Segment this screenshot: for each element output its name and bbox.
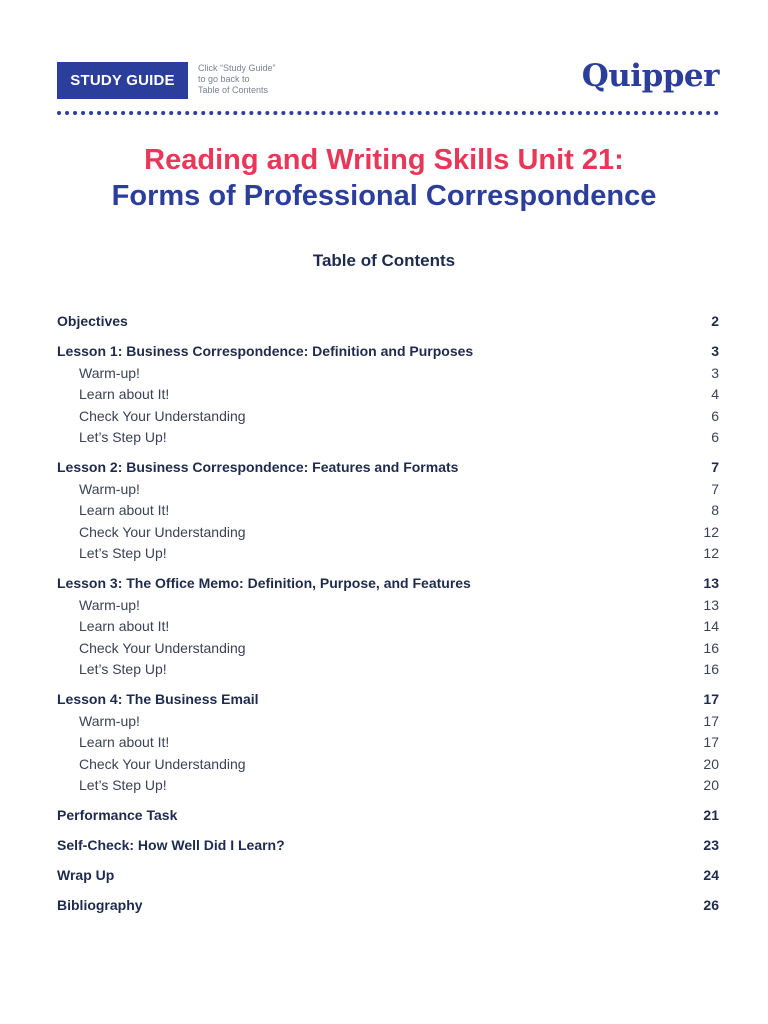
toc-page-number: 17	[703, 734, 719, 750]
toc-page-number: 13	[703, 596, 719, 613]
toc-page-number: 16	[703, 639, 719, 656]
toc-subsection-label: Check Your Understanding	[79, 407, 246, 424]
toc-section-link[interactable]	[57, 805, 719, 827]
toc-heading: Table of Contents	[312, 251, 456, 270]
toc-subsection-link[interactable]	[57, 616, 719, 638]
toc-subsection-link[interactable]	[57, 479, 719, 501]
toc-page-number: 6	[711, 429, 719, 445]
toc-section-link[interactable]	[57, 311, 719, 333]
toc-section-label: Objectives	[57, 313, 128, 329]
toc-subsection-link[interactable]	[57, 659, 719, 681]
unit-subtitle: Forms of Professional Correspondence	[111, 180, 657, 212]
toc-section-link[interactable]	[57, 573, 719, 595]
page-header	[57, 58, 719, 100]
toc-subsection-label: Check Your Understanding	[79, 639, 246, 656]
toc-page-number: 6	[711, 407, 719, 424]
toc-section-link[interactable]	[57, 689, 719, 711]
toc-subsection-label: Learn about It!	[79, 618, 170, 634]
toc-section-label: Performance Task	[57, 807, 178, 823]
toc-subsection-link[interactable]	[57, 638, 719, 660]
toc-page-number: 13	[703, 575, 719, 591]
toc-page-number: 12	[703, 523, 719, 540]
unit-title: Reading and Writing Skills Unit 21:	[144, 144, 624, 176]
hint-line: Click “Study Guide”	[198, 63, 276, 73]
toc-section-link[interactable]	[57, 457, 719, 479]
toc-section-label: Self-Check: How Well Did I Learn?	[57, 837, 285, 853]
toc-subsection-label: Let’s Step Up!	[79, 429, 167, 445]
table-of-contents	[57, 311, 719, 917]
toc-page-number: 8	[711, 502, 719, 518]
toc-page-number: 12	[703, 545, 719, 561]
toc-section-label: Wrap Up	[57, 867, 115, 883]
toc-subsection-label: Learn about It!	[79, 502, 170, 518]
toc-section-link[interactable]	[57, 865, 719, 887]
toc-page-number: 23	[703, 837, 719, 853]
toc-subsection-label: Warm-up!	[79, 596, 140, 613]
toc-page-number: 24	[703, 867, 719, 883]
toc-subsection-label: Let’s Step Up!	[79, 777, 167, 793]
toc-page-number: 3	[711, 364, 719, 381]
toc-subsection-link[interactable]	[57, 732, 719, 754]
toc-page-number: 4	[711, 386, 719, 402]
toc-section-link[interactable]	[57, 895, 719, 917]
toc-page-number: 20	[703, 755, 719, 772]
toc-subsection-label: Check Your Understanding	[79, 523, 246, 540]
toc-subsection-label: Learn about It!	[79, 386, 170, 402]
toc-subsection-link[interactable]	[57, 543, 719, 565]
toc-subsection-link[interactable]	[57, 754, 719, 776]
toc-subsection-label: Warm-up!	[79, 480, 140, 497]
header-divider	[57, 111, 719, 115]
study-guide-button[interactable]: STUDY GUIDE	[57, 62, 188, 99]
toc-page-number: 20	[703, 777, 719, 793]
hint-line: Table of Contents	[198, 85, 269, 95]
quipper-logo: Quipper	[581, 58, 719, 94]
toc-page-number: 3	[711, 343, 719, 359]
toc-section-label: Lesson 1: Business Correspondence: Definition and Purposes	[57, 343, 474, 359]
toc-page-number: 7	[711, 459, 719, 475]
toc-subsection-label: Warm-up!	[79, 364, 140, 381]
toc-subsection-link[interactable]	[57, 406, 719, 428]
toc-page-number: 16	[703, 661, 719, 677]
toc-page-number: 17	[703, 712, 719, 729]
toc-section-label: Bibliography	[57, 897, 143, 913]
toc-subsection-label: Check Your Understanding	[79, 755, 246, 772]
toc-subsection-link[interactable]	[57, 363, 719, 385]
toc-page-number: 26	[703, 897, 719, 913]
toc-subsection-link[interactable]	[57, 500, 719, 522]
study-guide-hint	[198, 63, 276, 96]
toc-page-number: 7	[711, 480, 719, 497]
hint-line: to go back to	[198, 74, 250, 84]
toc-subsection-link[interactable]	[57, 595, 719, 617]
toc-subsection-link[interactable]	[57, 775, 719, 797]
toc-subsection-label: Warm-up!	[79, 712, 140, 729]
toc-section-link[interactable]	[57, 835, 719, 857]
toc-page-number: 21	[703, 807, 719, 823]
toc-page-number: 17	[703, 691, 719, 707]
toc-subsection-label: Let’s Step Up!	[79, 661, 167, 677]
toc-subsection-link[interactable]	[57, 711, 719, 733]
toc-subsection-label: Learn about It!	[79, 734, 170, 750]
toc-section-label: Lesson 4: The Business Email	[57, 691, 259, 707]
toc-page-number: 2	[711, 313, 719, 329]
toc-page-number: 14	[703, 618, 719, 634]
toc-section-label: Lesson 3: The Office Memo: Definition, Purpose, and Features	[57, 575, 471, 591]
toc-subsection-link[interactable]	[57, 522, 719, 544]
toc-section-label: Lesson 2: Business Correspondence: Features and Formats	[57, 459, 459, 475]
toc-section-link[interactable]	[57, 341, 719, 363]
toc-subsection-link[interactable]	[57, 384, 719, 406]
toc-subsection-label: Let’s Step Up!	[79, 545, 167, 561]
toc-subsection-link[interactable]	[57, 427, 719, 449]
